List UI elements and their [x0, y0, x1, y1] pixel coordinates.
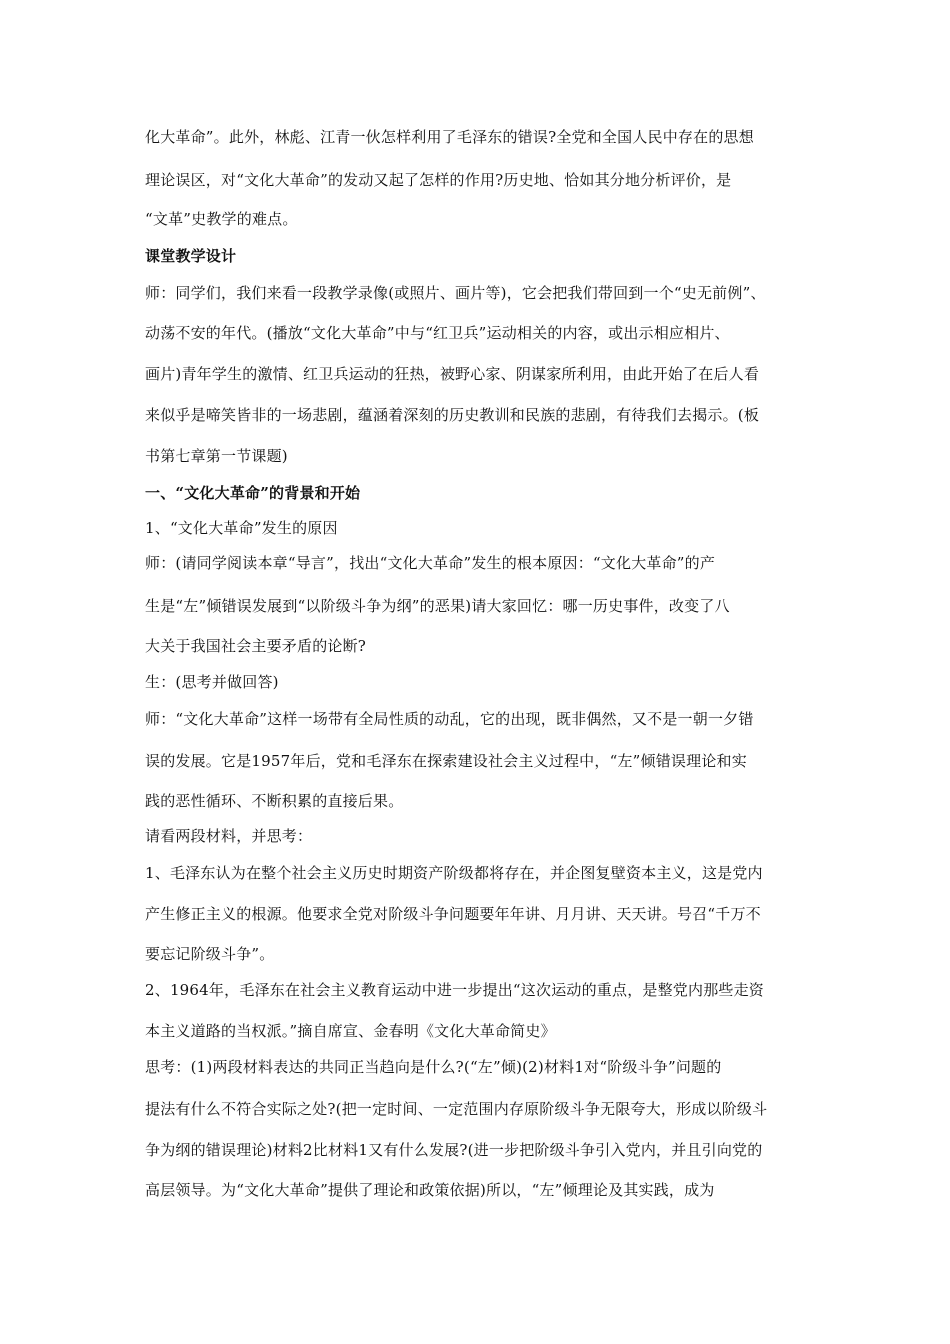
paragraph-line: 生是“左”倾错误发展到“以阶级斗争为纲”的恶果)请大家回忆：哪一历史事件，改变了八: [145, 597, 730, 615]
paragraph-line: “文革”史教学的难点。: [145, 210, 298, 228]
section-heading: 一、“文化大革命”的背景和开始: [145, 484, 361, 502]
paragraph-line: 产生修正主义的根源。他要求全党对阶级斗争问题要年年讲、月月讲、天天讲。号召“千万不: [145, 905, 761, 923]
paragraph-line: 误的发展。它是1957年后，党和毛泽东在探索建设社会主义过程中，“左”倾错误理论和实: [145, 752, 747, 770]
paragraph-line: 理论误区，对“文化大革命”的发动又起了怎样的作用?历史地、恰如其分地分析评价，是: [145, 171, 732, 189]
paragraph-line: 化大革命”。此外，林彪、江青一伙怎样利用了毛泽东的错误?全党和全国人民中存在的思想: [145, 128, 754, 146]
paragraph-line: 大关于我国社会主要矛盾的论断?: [145, 637, 367, 655]
paragraph-line: 来似乎是啼笑皆非的一场悲剧，蕴涵着深刻的历史教训和民族的悲剧，有待我们去揭示。(板: [145, 406, 760, 424]
paragraph-line: 高层领导。为“文化大革命”提供了理论和政策依据)所以，“左”倾理论及其实践，成为: [145, 1181, 715, 1199]
paragraph-line: 师：“文化大革命”这样一场带有全局性质的动乱，它的出现，既非偶然，又不是一朝一夕错: [145, 710, 754, 728]
paragraph-line: 生：(思考并做回答): [145, 673, 279, 691]
section-heading: 课堂教学设计: [145, 247, 237, 265]
paragraph-line: 画片)青年学生的激情、红卫兵运动的狂热，被野心家、阴谋家所利用，由此开始了在后人看: [145, 365, 760, 383]
paragraph-line: 师：同学们，我们来看一段教学录像(或照片、画片等)，它会把我们带回到一个“史无前例”、: [145, 284, 766, 302]
paragraph-line: 请看两段材料，并思考：: [145, 827, 313, 845]
paragraph-line: 动荡不安的年代。(播放“文化大革命”中与“红卫兵”运动相关的内容，或出示相应相片、: [145, 324, 730, 342]
subsection-heading: 1、“文化大革命”发生的原因: [145, 519, 338, 537]
paragraph-line: 争为纲的错误理论)材料2比材料1又有什么发展?(进一步把阶级斗争引入党内，并且引向党的: [145, 1141, 763, 1159]
paragraph-line: 思考：(1)两段材料表达的共同正当趋向是什么?(“左”倾)(2)材料1对“阶级斗争”问题的: [145, 1058, 722, 1076]
paragraph-line: 本主义道路的当权派。”摘自席宣、金春明《文化大革命简史》: [145, 1022, 556, 1040]
paragraph-line: 要忘记阶级斗争”。: [145, 945, 275, 963]
paragraph-line: 2、1964年，毛泽东在社会主义教育运动中进一步提出“这次运动的重点，是整党内那些走资: [145, 981, 764, 999]
paragraph-line: 提法有什么不符合实际之处?(把一定时间、一定范围内存原阶级斗争无限夸大，形成以阶级斗: [145, 1100, 768, 1118]
paragraph-line: 书第七章第一节课题): [145, 447, 288, 465]
paragraph-line: 1、毛泽东认为在整个社会主义历史时期资产阶级都将存在，并企图复壁资本主义，这是党内: [145, 864, 763, 882]
paragraph-line: 师：(请同学阅读本章“导言”，找出“文化大革命”发生的根本原因：“文化大革命”的产: [145, 554, 716, 572]
paragraph-line: 践的恶性循环、不断积累的直接后果。: [145, 792, 404, 810]
